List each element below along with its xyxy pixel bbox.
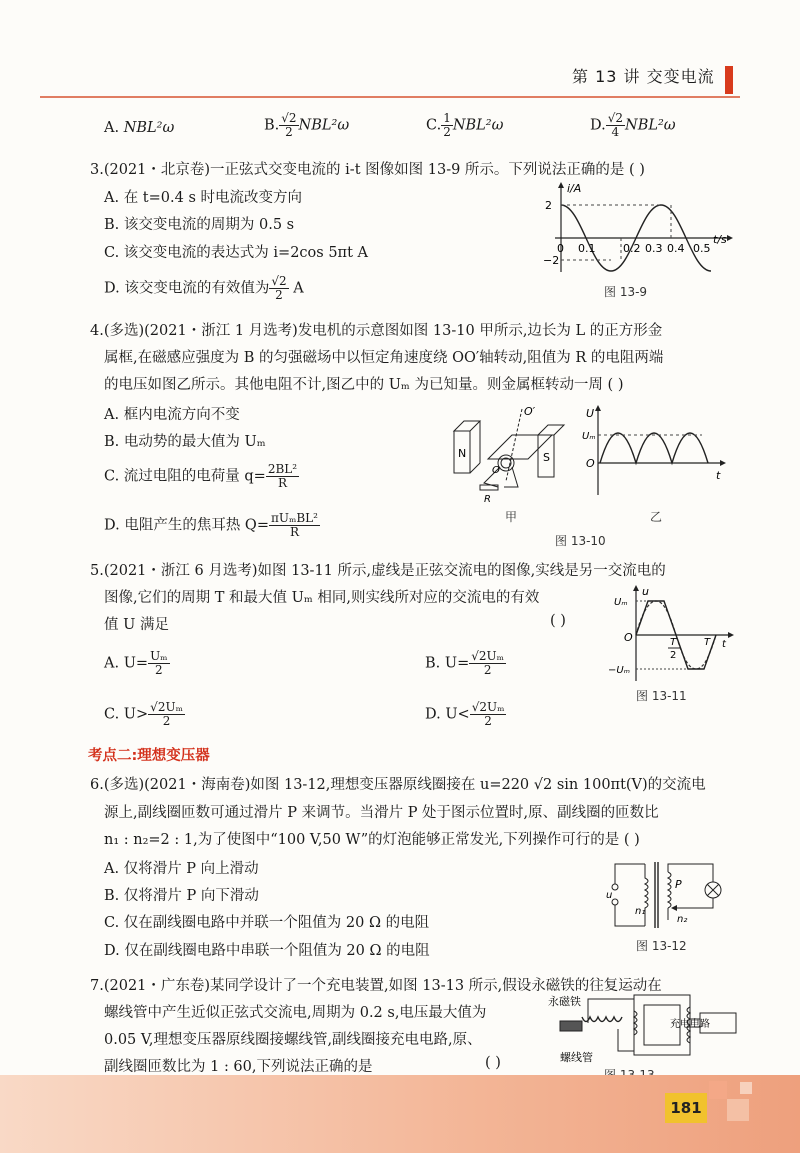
- q4-option-c: C. 流过电阻的电荷量 q= $\frac{\text{2BL²}}{R}$: [104, 462, 298, 490]
- q5-stem-line2: 图像,它们的周期 T 和最大值 Uₘ 相同,则实线所对应的交流电的有效: [104, 590, 540, 606]
- fig9-xtick-1: 0.1: [578, 242, 596, 255]
- q5-stem-line1: 5.(2021・浙江 6 月选考)如图 13-11 所示,虚线是正弦交流电的图像,实线是另一交流电的: [90, 563, 666, 579]
- q7-stem-line3: 0.05 V,理想变压器原线圈接螺线管,副线圈接充电电路,原、: [104, 1032, 482, 1048]
- q4-option-a: A. 框内电流方向不变: [104, 407, 240, 423]
- q3-option-a: A. 在 t=0.4 s 时电流改变方向: [104, 190, 302, 206]
- fig11-u-label: u: [642, 585, 649, 598]
- fig10-n-label: N: [458, 447, 467, 460]
- q3-option-c: C. 该交变电流的表达式为 i=2cos 5πt A: [104, 245, 368, 261]
- q3-option-b: B. 该交变电流的周期为 0.5 s: [104, 217, 295, 233]
- fig9-xtick-0: 0: [557, 242, 564, 255]
- q6-stem-line1: 6.(多选)(2021・海南卷)如图 13-12,理想变压器原线圈接在 u=220 √2 sin 100πt(V)的交流电: [90, 777, 706, 793]
- q4-option-d: D. 电阻产生的焦耳热 Q= $\frac{\text{πUₘBL²}}{R}$: [104, 511, 318, 539]
- fig11-half-period-num: T: [670, 637, 677, 648]
- fig9-ytick-pos: 2: [545, 199, 552, 212]
- fig10-o-label: O: [492, 465, 500, 476]
- q6-option-d: D. 仅在副线圈电路中串联一个阻值为 20 Ω 的电阻: [104, 943, 430, 959]
- fig10-um-label: Uₘ: [582, 431, 596, 442]
- q2-option-d: D. $\frac{√2}{4}$ NBL²ω: [590, 111, 676, 139]
- figure-13-11-graph: [608, 585, 738, 685]
- fig12-p-label: P: [675, 878, 682, 891]
- fig9-xtick-4: 0.4: [667, 242, 685, 255]
- q2-option-b: B. $\frac{√2}{2}$ NBL²ω: [264, 111, 350, 139]
- figure-13-12-caption: 图 13-12: [636, 939, 687, 953]
- fig13-solenoid-label: 螺线管: [560, 1051, 593, 1064]
- fig9-xtick-5: 0.5: [693, 242, 711, 255]
- figure-13-10-jia-label: 甲: [505, 510, 518, 524]
- fig9-xtick-2: 0.2: [623, 242, 641, 255]
- fig13-circuit-label: 充电电路: [670, 1019, 710, 1030]
- fig9-ytick-neg: −2: [543, 254, 560, 267]
- q4-stem-line3: 的电压如图乙所示。其他电阻不计,图乙中的 Uₘ 为已知量。则金属框转动一周 ( ): [104, 377, 624, 393]
- fig11-um-label: Uₘ: [614, 597, 628, 608]
- figure-13-10-yi-label: 乙: [650, 510, 663, 524]
- q6-option-a: A. 仅将滑片 P 向上滑动: [104, 861, 259, 877]
- footer-decor-square: [740, 1082, 752, 1094]
- fig9-xtick-3: 0.3: [645, 242, 663, 255]
- section-heading: 考点二:理想变压器: [88, 748, 210, 764]
- q7-stem-line4: 副线圈匝数比为 1 : 60,下列说法正确的是: [104, 1059, 373, 1075]
- page-number: 181: [665, 1093, 707, 1123]
- q2-option-c: C. $\frac{1}{2}$ NBL²ω: [426, 111, 504, 139]
- fig9-ylabel: i/A: [567, 182, 582, 195]
- fig13-magnet-label: 永磁铁: [548, 995, 581, 1008]
- figure-13-12-circuit: [605, 858, 725, 930]
- footer-decor-square: [709, 1081, 727, 1099]
- q7-stem-line2: 螺线管中产生近似正弦式交流电,周期为 0.2 s,电压最大值为: [104, 1005, 487, 1021]
- figure-13-10-voltage-graph: [580, 405, 730, 500]
- fig12-n2-label: n₂: [677, 914, 688, 925]
- fig11-t-label: t: [722, 639, 726, 650]
- figure-13-13-charger: [548, 993, 738, 1065]
- fig10-s-label: S: [543, 451, 550, 464]
- fig12-u-label: u: [606, 890, 613, 901]
- q6-stem-line2: 源上,副线圈匝数可通过滑片 P 来调节。当滑片 P 处于图示位置时,原、副线圈的匝数比: [104, 805, 659, 821]
- figure-13-11-caption: 图 13-11: [636, 689, 687, 703]
- q6-option-b: B. 仅将滑片 P 向下滑动: [104, 888, 259, 904]
- fig11-period-label: T: [704, 637, 711, 648]
- q2-option-a: A. NBL²ω: [104, 120, 175, 136]
- figure-13-10-generator: [440, 405, 590, 505]
- q5-option-a: A. U= $\frac{\text{Uₘ}}{2}$: [104, 649, 168, 677]
- q3-stem: 3.(2021・北京卷)一正弦式交变电流的 i-t 图像如图 13-9 所示。下列说法正确的是 ( ): [90, 162, 645, 178]
- fig11-half-period-den: 2: [670, 650, 677, 661]
- q5-option-b: B. U= $\frac{\text{√2Uₘ}}{2}$: [425, 649, 505, 677]
- figure-13-10-caption: 图 13-10: [555, 534, 606, 548]
- chapter-title: 第 13 讲 交变电流: [572, 67, 715, 86]
- header-rule: [40, 96, 740, 98]
- fig10-u-label: U: [586, 407, 595, 420]
- q3-option-d: D. 该交变电流的有效值为 $\frac{√2}{2}$ A: [104, 274, 304, 302]
- fig10-t-label: t: [716, 469, 721, 482]
- fig11-neg-um-label: −Uₘ: [608, 665, 630, 676]
- fig10-origin-label: O: [586, 457, 595, 470]
- q5-answer-paren: ( ): [550, 613, 566, 629]
- q7-stem-line1: 7.(2021・广东卷)某同学设计了一个充电装置,如图 13-13 所示,假设永磁铁的往复运动在: [90, 978, 662, 994]
- fig9-xlabel: t/s: [713, 233, 727, 246]
- q4-option-b: B. 电动势的最大值为 Uₘ: [104, 434, 266, 450]
- q7-answer-paren: ( ): [485, 1055, 501, 1071]
- q6-stem-line3: n₁ : n₂=2 : 1,为了使图中“100 V,50 W”的灯泡能够正常发光,下列操作可行的是 ( ): [104, 832, 640, 848]
- q5-option-d: D. U< $\frac{\text{√2Uₘ}}{2}$: [425, 700, 505, 728]
- q6-option-c: C. 仅在副线圈电路中并联一个阻值为 20 Ω 的电阻: [104, 915, 430, 931]
- header-accent-bar: [725, 66, 733, 94]
- figure-13-9-caption: 图 13-9: [604, 285, 648, 299]
- fig12-n1-label: n₁: [635, 906, 646, 917]
- q4-stem-line1: 4.(多选)(2021・浙江 1 月选考)发电机的示意图如图 13-10 甲所示,边长为 L 的正方形金: [90, 323, 663, 339]
- q4-stem-line2: 属框,在磁感应强度为 B 的匀强磁场中以恒定角速度绕 OO′轴转动,阻值为 R 的电阻两端: [104, 350, 664, 366]
- fig11-origin-label: O: [624, 631, 633, 644]
- footer-decor-square: [727, 1099, 749, 1121]
- fig10-oprime-label: O′: [524, 405, 536, 418]
- q5-stem-line3: 值 U 满足: [104, 617, 169, 633]
- figure-13-9-graph: [545, 180, 735, 275]
- fig10-r-label: R: [484, 494, 491, 505]
- q5-option-c: C. U> $\frac{\text{√2Uₘ}}{2}$: [104, 700, 183, 728]
